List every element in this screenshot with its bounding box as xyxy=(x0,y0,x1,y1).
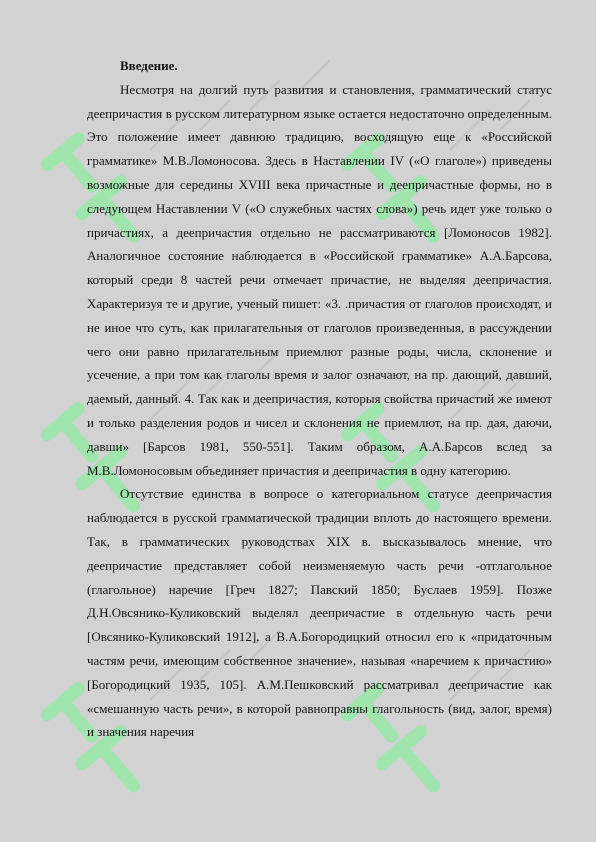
paragraph-2: Отсутствие единства в вопросе о категориальном статусе деепричастия наблюдается в русской грамматической традиции вплоть до настоящего времени. Так, в грамматических руководствах XIX в. высказывалось мнение, что деепричастие представляет собой неизменяемую часть речи -отглагольное (глагольное) наречие [Греч 1827; Павский 1850; Буслаев 1959]. Позже Д.Н.Овсянико-Куликовский выделял деепричастие в отдельную часть речи [Овсянико-Куликовский 1912], а В.А.Богородицкий относил его к «придаточным частям речи, имеющим собственное значение», называя «наречием к причастию» [Богородицкий 1935, 105]. А.М.Пешковский рассматривал деепричастие как «смешанную часть речи», в которой равноправны глагольность (вид, залог, время) и значения наречия xyxy=(87,486,552,740)
paragraph-1: Несмотря на долгий путь развития и становления, грамматический статус деепричастия в русском литературном языке остается недостаточно определенным. Это положение имеет давнюю традицию, восходящую еще к «Российской грамматике» М.В.Ломоносова. Здесь в Наставлении IV («О глаголе») приведены возможные для середины XVIII века причастные и деепричастные формы, но в следующем Наставлении V («О служебных частях слова») речь идет уже только о причастиях, а деепричастия отдельно не рассматриваются [Ломоносов 1982]. Аналогичное состояние наблюдается в «Российской грамматике» А.А.Барсова, который среди 8 частей речи отмечает причастие, не выделяя деепричастия. Характеризуя те и другие, ученый пишет: «3. .причастия от глаголов происходят, и не иное что суть, как прилагательныя от глаголов произведенныя, в рассуждении чего они равно прилагательным приемлют разные роды, числа, склонение и усечение, а при том как глаголы время и залог означают, на пр. дающий, давший, даемый, данный. 4. Так как и деепричастия, которыя свойства причастий же имеют и только разделения родов и чисел и склонения не приемлют, на пр. дая, даючи, давши» [Барсов 1981, 550-551]. Таким образом, А.А.Барсов вслед за М.В.Ломоносовым объединяет причастия и деепричастия в одну категорию. xyxy=(87,81,552,478)
section-heading: Введение. xyxy=(120,58,178,73)
document-body xyxy=(87,54,552,744)
